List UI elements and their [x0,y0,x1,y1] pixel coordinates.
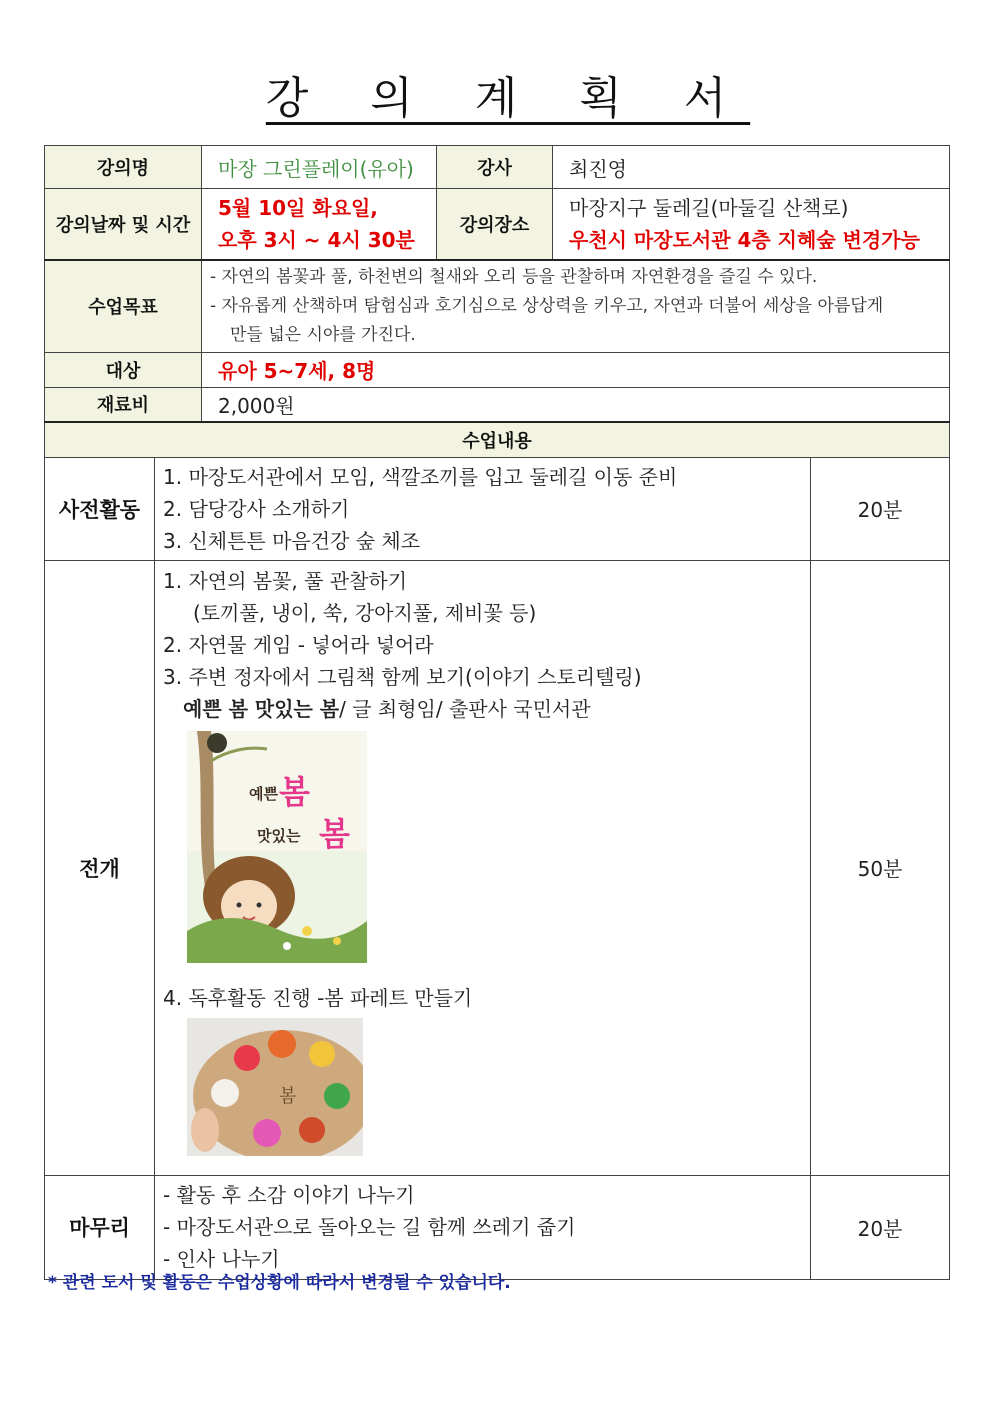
main-activity-label: 전개 [45,560,155,1175]
book-line [163,693,810,725]
list-item: 1. 마장도서관에서 모임, 색깔조끼를 입고 둘레길 이동 준비 [163,464,678,489]
list-item: 2. 자연물 게임 - 넣어라 넣어라 [163,632,434,657]
pre-activity-list [155,457,811,560]
list-item: 2. 담당강사 소개하기 [163,496,350,521]
list-item: 4. 독후활동 진행 -봄 파레트 만들기 [163,985,473,1010]
list-item: (토끼풀, 냉이, 쑥, 강아지풀, 제비꽃 등) [193,600,537,625]
goal-item: - 자연의 봄꽃과 풀, 하천변의 철새와 오리 등을 관찰하며 자연환경을 즐길 수 있다. [210,266,818,287]
place-value [553,189,950,260]
document-title: 강 의 계 획 서 [265,73,751,124]
target-label: 대상 [45,352,202,387]
place-line1: 마장지구 둘레길(마둘길 산책로) [569,195,849,220]
goal-label: 수업목표 [45,260,202,353]
place-line2: 우천시 마장도서관 4층 지혜숲 변경가능 [569,227,920,252]
goal-item: - 자유롭게 산책하며 탐험심과 호기심으로 상상력을 키우고, 자연과 더불어 세상을 아름답게 [210,295,884,316]
datetime-value [202,189,437,260]
list-item: 1. 자연의 봄꽃, 풀 관찰하기 [163,568,408,593]
book-cover-image [187,731,810,972]
main-activity-duration: 50분 [811,560,950,1175]
main-activity-list [155,560,811,1175]
instructor-name: 최진영 [553,146,950,189]
palette-activity-image [187,1018,810,1165]
change-notice: * 관련 도서 및 활동은 수업상황에 따라서 변경될 수 있습니다. [48,1273,511,1293]
course-name: 마장 그린플레이(유아) [202,146,437,189]
list-item: - 마장도서관으로 돌아오는 길 함께 쓰레기 줍기 [163,1215,576,1239]
datetime-line2: 오후 3시 ~ 4시 30분 [218,227,415,252]
course-name-label: 강의명 [45,146,202,189]
datetime-line1: 5월 10일 화요일, [218,195,378,220]
datetime-label: 강의날짜 및 시간 [45,189,202,260]
pre-activity-label: 사전활동 [45,457,155,560]
closing-label: 마무리 [45,1175,155,1279]
book-cover-illustration [187,731,367,963]
spring-palette-illustration [187,1018,363,1156]
closing-list [155,1175,811,1279]
pre-activity-duration: 20분 [811,457,950,560]
cover-word-2: 맛있는 [257,827,301,845]
list-item: - 활동 후 소감 이야기 나누기 [163,1183,415,1207]
list-item: 3. 신체튼튼 마음건강 숲 체조 [163,528,421,553]
list-item: - 인사 나누기 [163,1247,280,1271]
fee-value: 2,000원 [202,387,950,422]
lecture-plan-table [44,145,950,1280]
palette-word: 봄 [279,1085,297,1106]
cover-big-1: 봄 [279,773,310,810]
fee-label: 재료비 [45,387,202,422]
target-value: 유아 5~7세, 8명 [202,352,950,387]
list-item: 3. 주변 정자에서 그림책 함께 보기(이야기 스토리텔링) [163,664,642,689]
goal-item: 만들 넓은 시야를 가진다. [230,324,416,345]
closing-duration: 20분 [811,1175,950,1279]
content-header: 수업내용 [45,422,950,457]
book-title: 예쁜 봄 맛있는 봄 [183,696,340,721]
place-label: 강의장소 [437,189,553,260]
goal-list [202,260,950,353]
cover-big-2: 봄 [319,815,350,852]
cover-word-1: 예쁜 [249,785,278,803]
instructor-label: 강사 [437,146,553,189]
book-info: / 글 최형임/ 출판사 국민서관 [339,696,591,721]
